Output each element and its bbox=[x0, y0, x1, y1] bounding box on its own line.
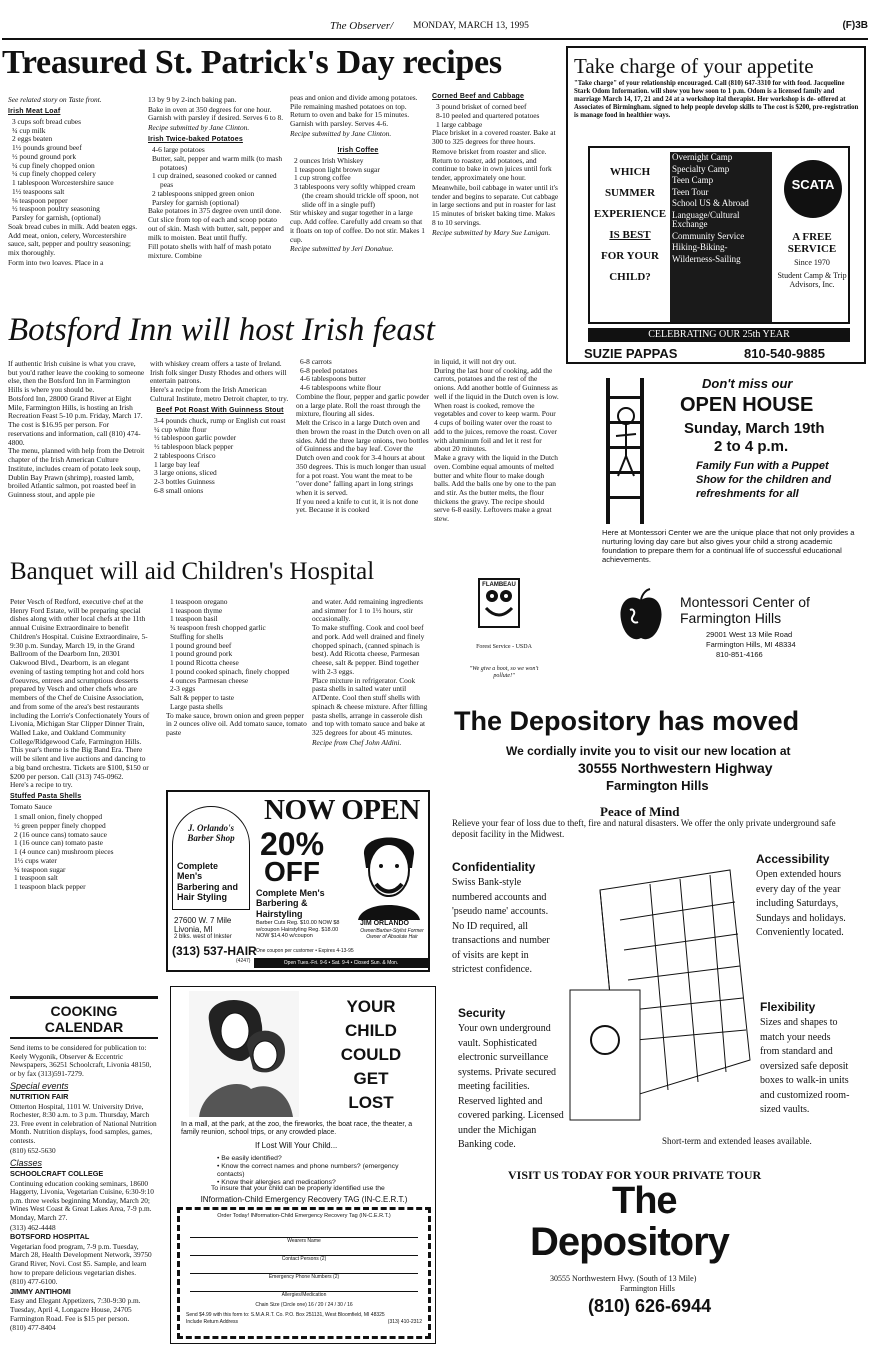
ingredient-list: 3 pound brisket of corned beef 8-10 peeled and quartered potatoes 1 large cabbage bbox=[436, 102, 540, 129]
camp-options: Overnight Camp Specialty Camp Teen Camp Teen Tour School US & Abroad Language/Cultural Exchange Community Service Hiking-Biking- Wilderness-Sailing bbox=[670, 152, 772, 322]
child-tag-name: INformation-Child Emergency Recovery TAG (IN-C.E.R.T.) bbox=[200, 1195, 408, 1204]
forest-service-ad bbox=[448, 574, 558, 692]
open-house-time: 2 to 4 p.m. bbox=[714, 438, 789, 455]
recipe-title: Stuffed Pasta Shells bbox=[10, 793, 82, 801]
article-st-patricks bbox=[2, 44, 562, 334]
calendar-body: Send items to be considered for publication to: Keely Wygonik, Observer & Eccentric Newspapers, 36251 Schoolcraft, Livonia 48150, or by fax (313)591-7279. Special events NUTRITION FAIR Ottterton Hospital, 1101 W. University Drive, Rochester, 8:30 a.m. to 3 p.m. Thursday, March 23. Free event in celebration of National Nutrition Month. Nutrition displays, food samples, games, contests. (810) 652-5630 Classes SCHOOLCRAFT COLLEGE Continuing education cooking seminars, 18600 Haggerty, Livonia, Vegetarian Cuisine, 6:30-9:10 p.m. three weeks beginning Monday, March 20; Wines West Coast & Great Lakes Area, 7-9 p.m. Monday, March 27. (313) 462-4448 BOTSFORD HOSPITAL Vegetarian food program, 7-9 p.m. Tuesday, March 28, Health Development Network, 39750 Grand River, Novi. Cost $5. Sample, and learn how to prepare delicious vegetarian dishes. (810) 477-6100. JIMMY ANTIHOMI Easy and Elegant Appetizers, 7:30-9:30 p.m. Tuesday, April 4, Longacre House, 24705 Farmington Road. Fee is $15 per person. (810) 477-8404 bbox=[10, 1044, 157, 1333]
one-coupon: One coupon per customer • Expires 4-13-95 bbox=[256, 948, 354, 954]
peace-title: Peace of Mind bbox=[600, 804, 680, 819]
barber-phone: (313) 537-HAIR bbox=[172, 944, 257, 958]
scata-logo: SCATA bbox=[784, 160, 842, 218]
barber-prices: Barber Cuts Reg. $10.00 NOW $8 w/coupon Hairstyling Reg. $18.00 NOW $14.40 w/coupon bbox=[256, 920, 340, 940]
barber-ad bbox=[166, 790, 430, 972]
depository-addr2: Farmington Hills bbox=[620, 1284, 675, 1293]
forest-label: Forest Service - USDA bbox=[476, 644, 532, 650]
article-column: Peter Vesch of Redford, executive chef at the Henry Ford Estate, will be preparing special dishes along with other local chefs at the 11th annual Cuisine Extraordinaire to benefit Children's Hospital. Cuisine Extraordinaire, 5-9:30 p.m. Sunday, March 19, in the Grand Ballroom of the Dearborn Inn, 20301 Oakwood Blvd., Dearborn, is an elegant evening of tasting tempting hot and cold hors d'oeuvres, entrees and scrumptious desserts prepared by Vesch and other chefs who are members of the Chef de Cuisine Association, and from some of the area's best restaurants including the Lorrie's Confectionately Yours of Livonia, Michigan Star Clipper Dinner Train, Walled Lake, and Oakland Community College/Ridgewood Cafe, Farmington Hills. This year's theme is the Big Band Era. There will be silent and live auctions and dancing to a big band orchestra. Tickets are $100, $150 or $200 per person. Call (313) 745-0962. Here's a recipe to try. Stuffed Pasta Shells Tomato Sauce 1 small onion, finely chopped ½ green pepper finely chopped 2 (16 ounce cans) tomato sauce 1 (16 ounce can) tomato paste 1 (4 ounce can) mushroom pieces 1½ cups water ¾ teaspoon sugar 1 teaspoon salt 1 teaspoon black pepper bbox=[10, 598, 150, 892]
ad-body: "Take charge" of your relationship encouraged. Call (810) 647-3310 for with food. Jacqueline Stark Odom Information. will show you how soon to 1 p.m. Odom is a licensed family and marriage March 14, 17, 21 and 24 at a workshop ital therapist. Her workshop is de- offered at Associates of Birmingham. signed to help people develop skills to The cost is $200, pre-registration is manage food in healthier ways. bbox=[574, 80, 859, 120]
calendar-title: COOKING bbox=[50, 1003, 118, 1019]
montessori-phone: 810-851-4166 bbox=[716, 650, 763, 659]
order-field[interactable] bbox=[190, 1248, 418, 1256]
since: Since 1970 bbox=[794, 258, 830, 267]
open-house-date: Sunday, March 19th bbox=[684, 420, 825, 437]
article-column bbox=[8, 96, 138, 332]
flex-title: Flexibility bbox=[760, 1000, 816, 1014]
barber-hours: Open Tues.-Fri. 9-6 • Sat. 9-4 • Closed Sun. & Mon. bbox=[254, 958, 428, 968]
open-house-title: OPEN HOUSE bbox=[680, 394, 814, 416]
article-column: and water. Add remaining ingredients and simmer for 1 to 1½ hours, stir occasionally. To make stuffing. Cook and cool beef and pork. Add well drained and finely chopped spinach, (canned spinach is best). Add Ricotta cheese, Parmesan cheese, salt & pepper. Bind together with 2-3 eggs. Place mixture in refrigerator. Cook pasta shells in salted water until Al'Dente. Cool then stuff shells with spinach & cheese mixture. After filling pasta shells, arrange in casserole dish and top with tomato sauce and bake at 325 degrees for about 45 minutes. Recipe from Chef John Aldini. bbox=[312, 598, 432, 798]
article-column: If authentic Irish cuisine is what you crave, but you'd rather leave the cooking to someone else, then the Botsford Inn in Farmington Hills is where you should be. Botsford Inn, 28000 Grand River at Eight Mile, Farmington Hills, is hosting an Irish Recreation Feast 5-10 p.m. Friday, March 17. The cost is $16.95 per person. For reservations and information, call (810) 474-4800. The menu, planned with help from the Detroit chapter of the Irish American Culture Institute, includes cream of potato leek soup, Dublin Bay Prawn (shrimp), roasted lamb, broiled Atlantic salmon, pot roasted beef in Guinness stout, and apple pie bbox=[8, 360, 145, 500]
depository-invite: We cordially invite you to visit our new location at bbox=[506, 744, 791, 758]
headline: Banquet will aid Children's Hospital bbox=[10, 558, 375, 585]
ingredient-list: 3 cups soft bread cubes ¾ cup milk 2 eggs beaten 1½ pounds ground beef ½ pound ground pork ¼ cup finely chopped onion ¼ cup finely chopped celery 1 tablespoon Worcestershire sauce 1½ teaspoons salt ⅛ teaspoon pepper ½ teaspoon poultry seasoning Parsley for garnish, (optional) bbox=[12, 116, 114, 223]
conf-text: Swiss Bank-style numbered accounts and 'pseudo name' accounts. No ID required, all transactions and number of visits are kept in strictest confidence. bbox=[452, 877, 550, 975]
percent-off: 20% bbox=[260, 826, 325, 862]
ad-headline: Take charge of your appetite bbox=[574, 54, 814, 78]
montessori-address: 29001 West 13 Mile Road bbox=[706, 630, 793, 639]
ingredient-list: 2 ounces Irish Whiskey 1 teaspoon light brown sugar 1 cup strong coffee 3 tablespoons very softly whipped cream (the cream should trickle off spoon, not slide off in a single puff) bbox=[294, 155, 419, 209]
montessori-city: Farmington Hills, MI 48334 bbox=[706, 640, 796, 649]
mother-child-photo bbox=[189, 991, 299, 1117]
child-bullets: • Be easily identified? • Know the correct names and phone numbers? (emergency contacts) • Know their allergies and medications? bbox=[217, 1155, 399, 1187]
cooking-calendar bbox=[10, 996, 158, 1358]
child-question: If Lost Will Your Child... bbox=[255, 1141, 338, 1150]
article-column bbox=[290, 94, 426, 332]
conf-title: Confidentiality bbox=[452, 860, 536, 874]
recipe-text: peas and onion and divide among potatoes. Pile remaining mashed potatoes on top. Return to oven and bake for 15 minutes. Garnish with parsley. Serves 4-6. bbox=[290, 94, 418, 129]
recipe-text: Bake potatoes in 375 degree oven until done. Cut slice from top of each and scoop potato out of skin. Mash with butter, salt, pepper and milk to moisten. Beat until fluffy. bbox=[148, 206, 284, 242]
page-number: (F)3B bbox=[842, 20, 868, 31]
lost-headline: YOUR CHILD COULD GET LOST bbox=[340, 997, 402, 1112]
recipe-text: Bake in oven at 350 degrees for one hour. Garnish with parsley if desired. Serves 6 to 8. bbox=[148, 104, 284, 123]
open-house-line1: Don't miss our bbox=[702, 376, 793, 391]
child-ladder-illustration bbox=[586, 376, 666, 526]
order-field[interactable] bbox=[190, 1284, 418, 1292]
depository-city: Farmington Hills bbox=[606, 778, 709, 793]
contact-phone: 810-540-9885 bbox=[744, 346, 825, 361]
recipe-title: Irish Coffee bbox=[337, 146, 379, 154]
apple-logo bbox=[618, 588, 664, 644]
access-title: Accessibility bbox=[756, 852, 830, 866]
recipe-credit: Recipe from Chef John Aldini. bbox=[312, 737, 402, 747]
headline: Botsford Inn will host Irish feast bbox=[8, 312, 435, 348]
article-column: in liquid, it will not dry out. During the last hour of cooking, add the carrots, potatoes and the rest of the onions. Add another bottle of Guinness as well if the liquid in the Dutch oven is low. When roast is cooked, remove the vegetables and cover to keep warm. Pour 4 cups of boiling water over the roast to add to the juices, remove the roast. Cover with aluminum foil and let it rest for about 20 minutes. Make a gravy with the liquid in the Dutch oven. Combine equal amounts of melted butter and white flour to make dough balls. Add the balls one by one to the pan and stir. As the butter melts, the flour thickens the gravy. The recipe should serve 6-8 easily. Leftovers make a great stew. bbox=[434, 358, 559, 524]
vault-illustration bbox=[560, 860, 754, 1130]
camp-question: WHICH SUMMER EXPERIENCE IS BEST FOR YOUR CHILD? bbox=[593, 166, 667, 283]
child-body: In a mall, at the park, at the zoo, the fireworks, the boat race, the theater, a family reunion, school trips, or any crowded place. bbox=[181, 1121, 413, 1137]
depository-headline: The Depository has moved bbox=[454, 706, 800, 736]
depository-logo-the: The bbox=[612, 1180, 677, 1222]
recipe-title: Irish Twice-baked Potatoes bbox=[148, 135, 243, 143]
related-story: See related story on Taste front. bbox=[8, 96, 102, 104]
article-column: 6-8 carrots 6-8 peeled potatoes 4-6 tablespoons butter 4-6 tablespoons white flour Combine the flour, pepper and garlic powder on a large plate. Roll the roast through the mixture, flouring all sides. Melt the Crisco in a large Dutch oven and then brown the roast in the Dutch oven on all sides. Add the three large onions, two bottles of Guinness and the bay leaf. Cover the Dutch oven and cook for 3-4 hours at about 350 degrees. This is much longer than usual for a pot roast. You want the meat to be "over done" falling apart in long strings when it is served. If you need a knife to cut it, it is not done yet. Because it is cooked bbox=[296, 358, 430, 515]
calendar-title: CALENDAR bbox=[44, 1019, 124, 1035]
depository-addr: 30555 Northwestern Hwy. (South of 13 Mile) bbox=[550, 1274, 697, 1283]
montessori-body: Here at Montessori Center we are the unique place that not only provides a nurturing loving day care but also gives your child a strong academic foundation to prepare them for a continual life of successful educational achievements. bbox=[602, 528, 855, 565]
off-label: OFF bbox=[264, 856, 320, 887]
owner-title: Owner/Barber-Stylist Former Owner of Absolute Hair bbox=[360, 928, 424, 940]
sec-title: Security bbox=[458, 1006, 506, 1020]
order-form-title: Order Today! INformation-Child Emergency Recovery Tag (IN-C.E.R.T.) bbox=[217, 1213, 391, 1219]
sec-text: Your own underground vault. Sophisticated electronic surveillance systems. Private secured meeting facilities. Reserved lighted and covered parking. Licensed under the Michigan Banking code. bbox=[458, 1023, 564, 1150]
ingredient-list: 1 teaspoon oregano 1 teaspoon thyme 1 teaspoon basil ¾ teaspoon fresh chopped garlic Stuffing for shells 1 pound ground beef 1 pound ground pork 1 pound Ricotta cheese 1 pound cooked spinach, finely chopped 4 ounces Parmesan cheese 2-3 eggs Salt & pepper to taste Large pasta shells bbox=[170, 598, 290, 711]
issue-date: MONDAY, MARCH 13, 1995 bbox=[413, 21, 529, 31]
article-column bbox=[148, 96, 284, 332]
paper-name: The Observer/ bbox=[330, 20, 394, 32]
free-service: A FREE SERVICE bbox=[787, 231, 837, 255]
recipe-text: Meanwhile, boil cabbage in water until it's tender and begins to separate. Cut cabbage in large sections and put in roaster for last 15 minutes of brisket baking time. Makes 8 to 10 servings. bbox=[432, 182, 559, 227]
recipe-credit: Recipe submitted by Jeri Donahue. bbox=[290, 244, 394, 254]
order-field[interactable] bbox=[190, 1266, 418, 1274]
barber-shop-box: J. Orlando's Barber Shop Complete Men's Barbering and Hair Styling bbox=[172, 806, 250, 910]
recipe-text: Soak bread cubes in milk. Add beaten eggs. Add meat, onion, celery, Worcestershire sauce, salt, pepper and poultry seasoning; mix thoroughly. bbox=[8, 221, 138, 257]
recipe-title: Beef Pot Roast With Guinness Stout bbox=[156, 406, 284, 414]
peace-text: Relieve your fear of loss due to theft, fire and natural disasters. We offer the only private underground safe deposit facility in the Midwest. bbox=[452, 818, 836, 840]
forest-slogan: "We give a hoot, so we won't pollute!" bbox=[469, 666, 539, 680]
recipe-text: Fill potato shells with half of mash potato mixture. Combine bbox=[148, 242, 272, 260]
owner-name: JIM ORLANDO bbox=[360, 920, 409, 927]
barber-phone-suffix: (4247) bbox=[236, 958, 251, 964]
depository-ad bbox=[444, 690, 872, 1360]
order-field[interactable] bbox=[190, 1229, 418, 1238]
recipe-text: Remove brisket from roaster and slice. Return to roaster, add potatoes, and continue to bake in own juices until fork tender, approximately one hour. bbox=[432, 146, 552, 183]
visit-tour: VISIT US TODAY FOR YOUR PRIVATE TOUR bbox=[508, 1168, 762, 1182]
montessori-name: Montessori Center of Farmington Hills bbox=[680, 594, 810, 627]
contact-name: SUZIE PAPPAS bbox=[584, 346, 678, 361]
recipe-text: 13 by 9 by 2-inch baking pan. bbox=[148, 96, 237, 104]
ingredient-list: 1 small onion, finely chopped ½ green pepper finely chopped 2 (16 ounce cans) tomato sauce 1 (16 ounce can) tomato paste 1 (4 ounce can) mushroom pieces 1½ cups water ¾ teaspoon sugar 1 teaspoon salt 1 teaspoon black pepper bbox=[14, 812, 114, 892]
anniversary-banner: CELEBRATING OUR 25th YEAR bbox=[588, 328, 850, 342]
recipe-credit: Recipe submitted by Mary Sue Lanigan. bbox=[432, 227, 551, 237]
article-column bbox=[432, 90, 560, 332]
headline: Treasured St. Patrick's Day recipes bbox=[2, 44, 502, 81]
short-term: Short-term and extended leases available. bbox=[662, 1136, 812, 1146]
recipe-text: Place brisket in a covered roaster. Bake at 300 to 325 degrees for three hours. bbox=[432, 128, 556, 147]
masthead-rule bbox=[2, 38, 868, 40]
org-name: Student Camp & Trip Advisors, Inc. bbox=[777, 271, 847, 289]
article-botsford bbox=[2, 312, 562, 552]
order-form: Order Today! INformation-Child Emergency Recovery Tag (IN-C.E.R.T.) Wearers Name Contact Persons (2) Emergency Phone Numbers (2) Allergies/Medication Chain Size (Circle one) 16 / 20 / 24 / 30 / 16 Send $4.99 with this form to: S.M.A.R.T. Co. P.O. Box 251131, West Bloomfield, MI 48325 Include Return Address (313) 410-2312 bbox=[177, 1207, 431, 1339]
article-column: with whiskey cream offers a taste of Ireland. Irish folk singer Dusty Rhodes and others will entertain patrons. Here's a recipe from the Irish American Cultural Institute, metro Detroit chapter, to try. Beef Pot Roast With Guinness Stout 3-4 pounds chuck, rump or English cut roast ¼ cup white flour ½ tablespoon garlic powder ½ tablespoon black pepper 2 tablespoons Crisco 1 large bay leaf 3 large onions, sliced 2-3 bottles Guinness 6-8 small onions bbox=[150, 360, 289, 495]
child-insure: To insure that your child can be properly identified use the bbox=[211, 1185, 385, 1192]
offer-text: Complete Men's Barbering & Hairstyling bbox=[256, 888, 325, 919]
access-text: Open extended hours every day of the year including Saturdays, Sundays and holidays. Conveniently located. bbox=[756, 869, 846, 938]
recipe-credit: Recipe submitted by Jane Clinton. bbox=[148, 123, 250, 133]
barber-address: 27600 W. 7 Mile Livonia, MI 2 blks. west of Inkster bbox=[174, 916, 232, 941]
recipe-text: Form into two loaves. Place in a bbox=[8, 257, 104, 267]
article-column: 1 teaspoon oregano 1 teaspoon thyme 1 teaspoon basil ¾ teaspoon fresh chopped garlic Stuffing for shells 1 pound ground beef 1 pound ground pork 1 pound Ricotta cheese 1 pound cooked spinach, finely chopped 4 ounces Parmesan cheese 2-3 eggs Salt & pepper to taste Large pasta shells To make sauce, brown onion and green pepper in 2 ounces olive oil. Add tomato sauce, tomato paste bbox=[166, 598, 307, 738]
camp-box bbox=[588, 146, 850, 324]
now-open-banner: NOW OPEN bbox=[264, 794, 420, 826]
camp-ad bbox=[566, 46, 866, 364]
ingredient-list: 3-4 pounds chuck, rump or English cut roast ¼ cup white flour ½ tablespoon garlic powder ½ tablespoon black pepper 2 tablespoons Crisco 1 large bay leaf 3 large onions, sliced 2-3 bottles Guinness 6-8 small onions bbox=[154, 415, 286, 495]
montessori-ad bbox=[566, 368, 866, 678]
forest-logo-text: FLAMBEAU bbox=[482, 582, 516, 588]
flex-text: Sizes and shapes to match your needs from standard and oversized safe deposit boxes to walk-in units and customized room-sized vaults. bbox=[760, 1017, 850, 1115]
recipe-text: Stir whiskey and sugar together in a large cup. Add coffee. Carefully add cream so that it floats on top of coffee. Do not stir. Makes 1 cup. bbox=[290, 208, 425, 244]
ingredient-list: 4-6 large potatoes Butter, salt, pepper and warm milk (to mash potatoes) 1 cup drained, seasoned cooked or canned peas 2 tablespoons snipped green onion Parsley for garnish (optional) bbox=[152, 145, 283, 207]
recipe-title: Corned Beef and Cabbage bbox=[432, 93, 525, 100]
recipe-credit: Recipe submitted by Jane Clinton. bbox=[290, 128, 392, 138]
child-tag-ad bbox=[170, 986, 436, 1344]
ingredient-list: 6-8 carrots 6-8 peeled potatoes 4-6 tablespoons butter 4-6 tablespoons white flour bbox=[300, 358, 382, 393]
depository-phone: (810) 626-6944 bbox=[588, 1296, 712, 1316]
open-house-family: Family Fun with a Puppet Show for the children and refreshments for all bbox=[696, 460, 832, 500]
depository-address: 30555 Northwestern Highway bbox=[578, 760, 773, 776]
barber-portrait bbox=[354, 824, 424, 920]
recipe-title: Irish Meat Loaf bbox=[8, 107, 61, 115]
masthead bbox=[0, 20, 876, 36]
depository-logo: Depository bbox=[530, 1220, 729, 1264]
